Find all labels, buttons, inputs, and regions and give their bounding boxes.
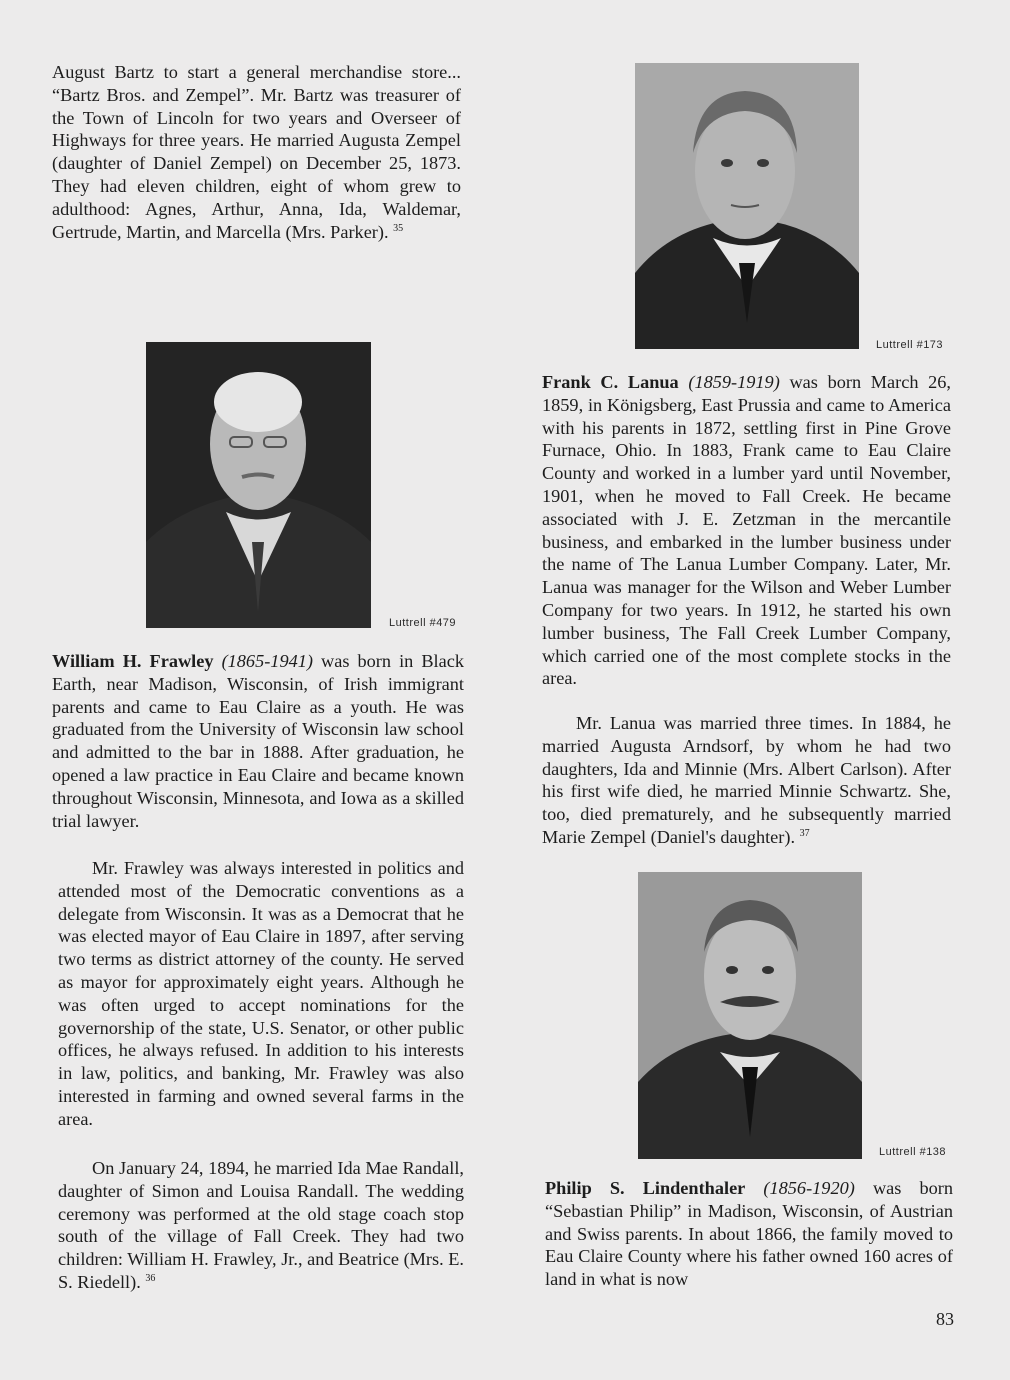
lanua-dates: (1859-1919) [688,372,780,392]
paragraph-frawley-1 [52,650,464,832]
footnote-ref-37: 37 [799,827,810,839]
paragraph-frawley-1-text: was born in Black Earth, near Madison, Wisconsin, of Irish immigrant parents and came to Eau Claire as a youth. He was graduated from the University of Wisconsin law school and admitted to the bar in 1888. After graduation, he opened a law practice in Eau Claire and became known throughout Wisconsin, Minnesota, and Iowa as a skilled trial lawyer. [52,651,464,831]
paragraph-frawley-2-text: Mr. Frawley was always interested in politics and attended most of the Democratic conventions as a delegate from Wisconsin. It was as a Democrat that he was elected mayor of Eau Claire in 1897, after serving two terms as district attorney of the county. He served as mayor for approximately eight years. Although he was often urged to accept nominations for the governorship of the state, U.S. Senator, or other public offices, he always refused. In addition to his interests in law, politics, and banking, Mr. Frawley was also interested in farming and owned several farms in the area. [58,858,464,1129]
photo-frawley [146,342,371,628]
lindenthaler-name: Philip S. Lindenthaler [545,1178,746,1198]
lanua-name: Frank C. Lanua [542,372,679,392]
photo-lanua-caption: Luttrell #173 [876,339,944,351]
photo-lanua [635,63,859,349]
paragraph-frawley-2 [58,857,464,1131]
paragraph-bartz-text: August Bartz to start a general merchandise store... “Bartz Bros. and Zempel”. Mr. Bartz was treasurer of the Town of Lincoln for two years and Overseer of Highways for three years. He married Augusta Zempel (daughter of Daniel Zempel) on December 25, 1873. They had eleven children, eight of whom grew to adulthood: Agnes, Arthur, Anna, Ida, Waldemar, Gertrude, Martin, and Marcella (Mrs. Parker). [52,62,461,242]
frawley-dates: (1865-1941) [221,651,313,671]
photo-lindenthaler [638,872,862,1159]
paragraph-bartz [52,61,461,243]
paragraph-lindenthaler-1-text: was born “Sebastian Philip” in Madison, Wisconsin, of Austrian and Swiss parents. In about 1866, the family moved to Eau Claire County where his father owned 160 acres of land in what is now [545,1178,953,1290]
paragraph-lindenthaler-1 [545,1177,953,1291]
lindenthaler-dates: (1856-1920) [763,1178,855,1198]
photo-lindenthaler-caption: Luttrell #138 [879,1146,947,1158]
paragraph-frawley-3-text: On January 24, 1894, he married Ida Mae Randall, daughter of Simon and Louisa Randall. The wedding ceremony was performed at the old stage coach stop south of the village of Fall Creek. They had two children: William H. Frawley, Jr., and Beatrice (Mrs. E. S. Riedell). [58,1158,464,1292]
footnote-ref-36: 36 [145,1272,156,1284]
paragraph-lanua-2 [542,712,951,849]
paragraph-lanua-2-text: Mr. Lanua was married three times. In 1884, he married Augusta Arndsorf, by whom he had two daughters, Ida and Minnie (Mrs. Albert Carlson). After his first wife died, he married Minnie Schwartz. She, too, died prematurely, and he subsequently married Marie Zempel (Daniel's daughter). [542,713,951,847]
frawley-name: William H. Frawley [52,651,214,671]
paragraph-lanua-1 [542,371,951,690]
page-number: 83 [936,1309,954,1329]
paragraph-frawley-3 [58,1157,464,1294]
footnote-ref-35: 35 [393,222,404,234]
photo-frawley-caption: Luttrell #479 [389,617,457,629]
paragraph-lanua-1-text: was born March 26, 1859, in Königsberg, East Prussia and came to America with his parents in 1872, settling first in Pine Grove Furnace, Ohio. In 1883, Frank came to Eau Claire County and worked in a lumber yard until November, 1901, when he moved to Fall Creek. He became associated with J. E. Zetzman in the mercantile business, and embarked in the lumber business under the name of The Lanua Lumber Company. Later, Mr. Lanua was manager for the Wilson and Weber Lumber Company for two years. In 1912, he started his own lumber business, The Fall Creek Lumber Company, which carried one of the most complete stocks in the area. [542,372,952,689]
